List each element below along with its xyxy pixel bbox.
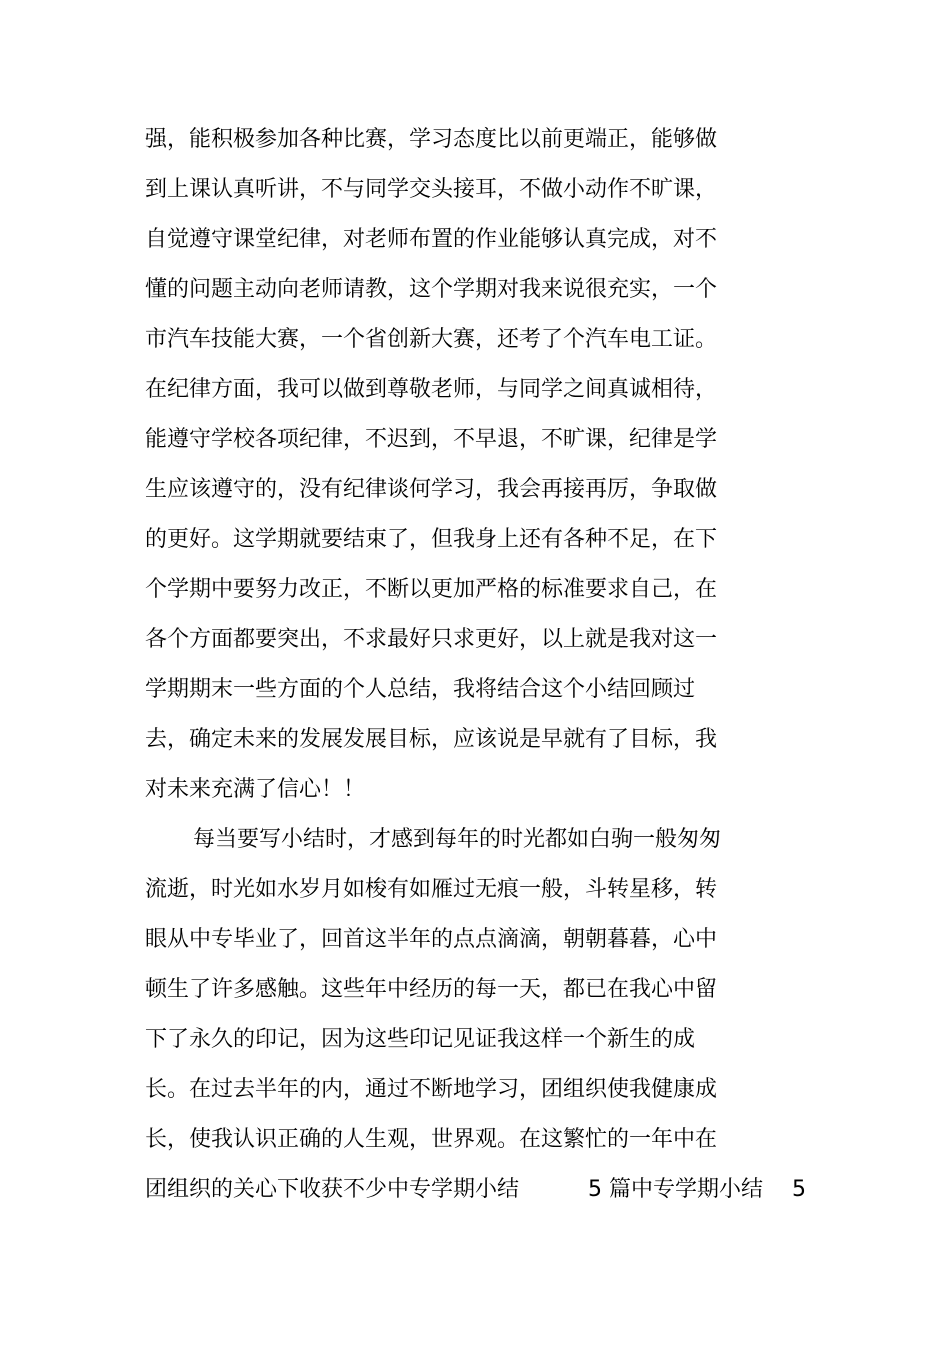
text-line: 去，确定未来的发展发展目标，应该说是早就有了目标，我 [145,727,718,752]
text-line: 眼从中专毕业了，回首这半年的点点滴滴，朝朝暮暮，心中 [145,927,718,952]
text-line: 强，能积极参加各种比赛，学习态度比以前更端正，能够做 [145,127,718,152]
text-line: 懂的问题主动向老师请教，这个学期对我来说很充实，一个 [145,277,718,302]
text-line: 下了永久的印记，因为这些印记见证我这样一个新生的成 [145,1027,696,1052]
last-line-suffix: 5 篇中专学期小结 [588,1177,763,1202]
text-line: 流逝，时光如水岁月如梭有如雁过无痕一般，斗转星移，转 [145,877,718,902]
text-line: 个学期中要努力改正，不断以更加严格的标准要求自己，在 [145,577,718,602]
text-line: 顿生了许多感触。这些年中经历的每一天，都已在我心中留 [145,977,718,1002]
text-line: 长。在过去半年的内，通过不断地学习，团组织使我健康成 [145,1077,718,1102]
page-number: 5 [792,1177,806,1202]
text-line: 长，使我认识正确的人生观，世界观。在这繁忙的一年中在 [145,1127,718,1152]
last-line-text: 团组织的关心下收获不少中专学期小结 [145,1177,520,1202]
text-line: 各个方面都要突出，不求最好只求更好，以上就是我对这一 [145,627,718,652]
text-line: 到上课认真听讲，不与同学交头接耳，不做小动作不旷课， [145,177,718,202]
text-line: 市汽车技能大赛，一个省创新大赛，还考了个汽车电工证。 [145,327,718,352]
text-line: 学期期末一些方面的个人总结，我将结合这个小结回顾过 [145,677,696,702]
text-line: 对未来充满了信心！！ [145,777,366,802]
text-line: 的更好。这学期就要结束了，但我身上还有各种不足，在下 [145,527,718,552]
text-line: 生应该遵守的，没有纪律谈何学习，我会再接再厉，争取做 [145,477,718,502]
text-line: 能遵守学校各项纪律，不迟到，不早退，不旷课，纪律是学 [145,427,718,452]
text-line: 自觉遵守课堂纪律，对老师布置的作业能够认真完成，对不 [145,227,718,252]
text-line-indented: 每当要写小结时，才感到每年的时光都如白驹一般匆匆 [193,827,722,852]
text-line: 在纪律方面，我可以做到尊敬老师，与同学之间真诚相待， [145,377,718,402]
